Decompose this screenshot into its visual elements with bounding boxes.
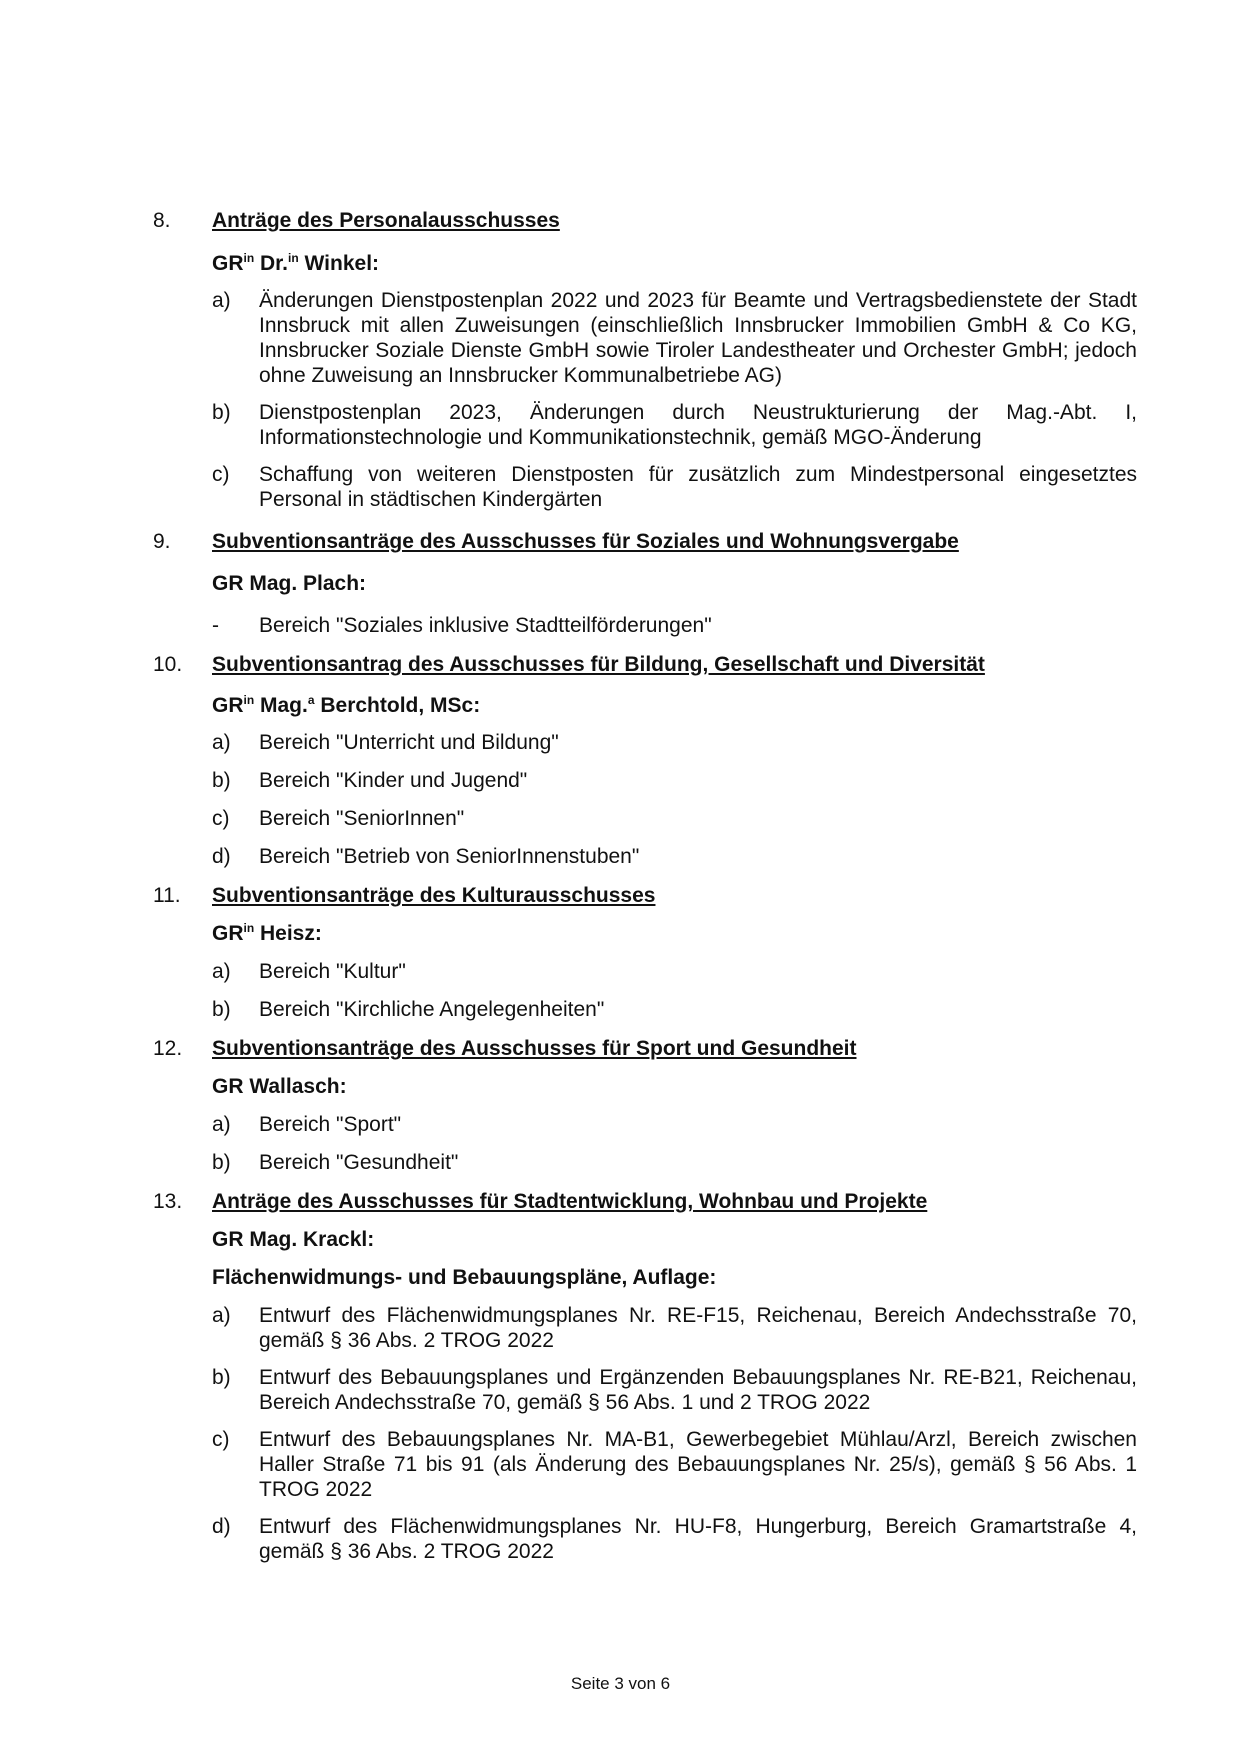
section-number: 11. — [153, 884, 181, 907]
item-text: Entwurf des Bebauungsplanes und Ergänzenden Bebauungsplanes Nr. RE-B21, Reichenau, Bereich Andechsstraße 70, gemäß § 56 Abs. 1 und 2 TROG 2022 — [259, 1366, 1137, 1414]
item-letter: d) — [212, 1515, 231, 1538]
item-letter: a) — [212, 1113, 231, 1136]
item-letter: b) — [212, 401, 231, 424]
speaker-name: GR Mag. Plach: — [212, 572, 367, 595]
item-text: Bereich "Gesundheit" — [259, 1151, 459, 1174]
speaker-name: $GR^{in}$ Dr.$^{in}$ Winkel: — [212, 251, 380, 275]
item-text: Bereich "Kirchliche Angelegenheiten" — [259, 998, 605, 1021]
item-text: Bereich "Kinder und Jugend" — [259, 769, 528, 792]
item-letter: b) — [212, 769, 231, 792]
speaker-name: GR Wallasch: — [212, 1075, 347, 1098]
item-letter: b) — [212, 998, 231, 1021]
section-heading: Anträge des Ausschusses für Stadtentwicklung, Wohnbau und Projekte — [212, 1190, 928, 1213]
item-text: Bereich "Betrieb von SeniorInnenstuben" — [259, 845, 640, 868]
item-text: Änderungen Dienstpostenplan 2022 und 2023 für Beamte und Vertragsbedienstete der Stadt Innsbruck mit allen Zuweisungen (einschließlich Innsbrucker Immobilien GmbH & Co KG, Innsbrucker Soziale Dienste GmbH sowie Tiroler Landestheater und Orchester GmbH; jedoch ohne Zuweisung an Innsbrucker Kommunalbetriebe AG) — [259, 289, 1137, 387]
section-heading: Anträge des Personalausschusses — [212, 209, 560, 232]
item-letter: a) — [212, 289, 231, 312]
section-heading: Subventionsanträge des Ausschusses für Soziales und Wohnungsvergabe — [212, 530, 959, 553]
item-text: Bereich "Kultur" — [259, 960, 406, 983]
speaker-name: $GR^{in}$ Heisz: — [212, 921, 322, 945]
section-number: 9. — [153, 530, 171, 553]
section-heading: Subventionsantrag des Ausschusses für Bildung, Gesellschaft und Diversität — [212, 653, 985, 676]
section-number: 12. — [153, 1037, 183, 1060]
item-letter: c) — [212, 807, 230, 830]
item-text: Bereich "Unterricht und Bildung" — [259, 731, 559, 754]
item-text: Entwurf des Flächenwidmungsplanes Nr. RE-F15, Reichenau, Bereich Andechsstraße 70, gemäß § 36 Abs. 2 TROG 2022 — [259, 1304, 1137, 1352]
item-text: Bereich "Sport" — [259, 1113, 402, 1136]
item-text: Bereich "SeniorInnen" — [259, 807, 465, 830]
item-letter: c) — [212, 463, 230, 486]
item-letter: b) — [212, 1366, 231, 1389]
item-letter: - — [212, 614, 219, 637]
item-text: Entwurf des Flächenwidmungsplanes Nr. HU-F8, Hungerburg, Bereich Gramartstraße 4, gemäß § 36 Abs. 2 TROG 2022 — [259, 1515, 1137, 1563]
item-text: Dienstpostenplan 2023, Änderungen durch Neustrukturierung der Mag.-Abt. I, Informationstechnologie und Kommunikationstechnik, gemäß MGO-Änderung — [259, 401, 1137, 449]
item-text: Schaffung von weiteren Dienstposten für zusätzlich zum Mindestpersonal eingesetztes Personal in städtischen Kindergärten — [259, 463, 1137, 511]
item-letter: d) — [212, 845, 231, 868]
item-letter: c) — [212, 1428, 230, 1451]
item-letter: b) — [212, 1151, 231, 1174]
section-number: 13. — [153, 1190, 183, 1213]
section-heading: Subventionsanträge des Ausschusses für Sport und Gesundheit — [212, 1037, 857, 1060]
item-letter: a) — [212, 1304, 231, 1327]
section-number: 8. — [153, 209, 171, 232]
section-number: 10. — [153, 653, 183, 676]
speaker-name: GR Mag. Krackl: — [212, 1228, 375, 1251]
item-letter: a) — [212, 731, 231, 754]
item-text: Bereich "Soziales inklusive Stadtteilförderungen" — [259, 614, 712, 637]
item-letter: a) — [212, 960, 231, 983]
section-heading: Subventionsanträge des Kulturausschusses — [212, 884, 656, 907]
page-footer: Seite 3 von 6 — [570, 1674, 671, 1693]
speaker-name: $GR^{in}$ Mag.$^a$ Berchtold, MSc: — [212, 693, 481, 717]
section-subheading: Flächenwidmungs- und Bebauungspläne, Auflage: — [212, 1266, 717, 1289]
item-text: Entwurf des Bebauungsplanes Nr. MA-B1, Gewerbegebiet Mühlau/Arzl, Bereich zwischen Haller Straße 71 bis 91 (als Änderung des Bebauungsplanes Nr. 25/s), gemäß § 56 Abs. 1 TROG 2022 — [259, 1428, 1137, 1501]
